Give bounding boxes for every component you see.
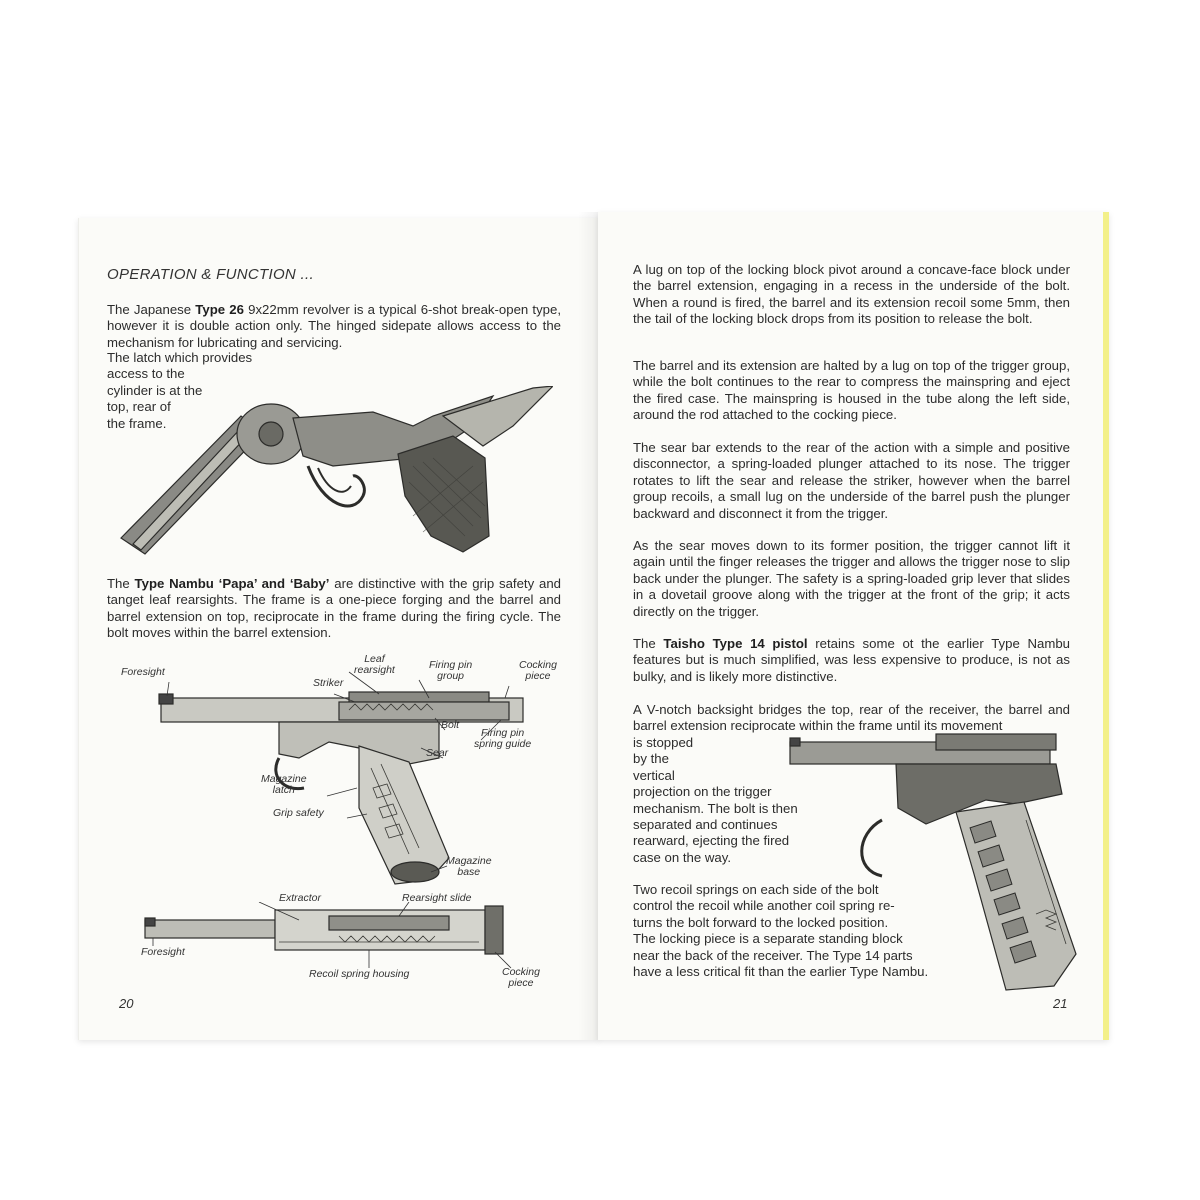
- left-page: [78, 218, 599, 1040]
- text-span: are distinctive with the grip safety and tanget leaf rearsights. The frame is a one-piece forging and the barrel and barrel extension on top, reciprocate in the frame during the firing cycle. The bolt moves within the barrel extension.: [107, 576, 562, 641]
- text-span: The: [633, 636, 664, 651]
- label-magazine-latch: Magazine latch: [261, 773, 307, 796]
- label-firing-pin-spring-guide: Firing pin spring guide: [474, 727, 532, 750]
- type-nambu-cutaway-diagram: [109, 658, 559, 888]
- label-sear: Sear: [426, 747, 449, 759]
- page-number-left: 20: [119, 996, 134, 1011]
- text-line: Two recoil springs on each side of the bolt: [633, 882, 879, 897]
- text-line: case on the way.: [633, 849, 731, 865]
- paragraph-recoil-springs: [633, 882, 963, 980]
- label-firing-pin-group: Firing pin group: [429, 659, 473, 682]
- label-cocking-piece: Cocking piece: [519, 659, 557, 682]
- label-leaf-rearsight: Leaf rearsight: [354, 653, 395, 676]
- text-line: cylinder is at the: [107, 382, 203, 398]
- paragraph-taisho-type14: [633, 636, 1070, 685]
- text-line: the frame.: [107, 415, 167, 431]
- label-foresight-2: Foresight: [141, 946, 185, 958]
- text-line: projection on the trigger: [633, 784, 772, 800]
- text-span: retains some ot the earlier Type Nambu features but is much simplified, was less expensive to produce, is not as bulky, and is likely more distinctive.: [633, 636, 1070, 684]
- label-grip-safety: Grip safety: [273, 807, 324, 819]
- label-cocking-piece-2: Cocking piece: [502, 966, 540, 989]
- paragraph-locking-block: A lug on top of the locking block pivot around a concave-face block under the barrel extension, engaging in a recess in the underside of the bolt. When a round is fired, the barrel and its extension recoil some 5mm, then the tail of the locking block drops from its position to release the bolt.: [633, 262, 1070, 327]
- text-line: The latch which provides: [107, 350, 253, 365]
- text-line: access to the: [107, 366, 185, 382]
- text-line: rearward, ejecting the fired: [633, 833, 790, 849]
- text-line: is stopped: [633, 735, 694, 750]
- label-foresight: Foresight: [121, 666, 165, 678]
- text-line: by the: [633, 751, 669, 767]
- label-rearsight-slide: Rearsight slide: [402, 892, 472, 904]
- label-recoil-spring-housing: Recoil spring housing: [309, 968, 410, 980]
- section-heading: OPERATION & FUNCTION ...: [107, 266, 314, 283]
- paragraph-v-notch: A V-notch backsight bridges the top, rear of the receiver, the barrel and barrel extension reciprocate within the frame until its movement: [633, 702, 1070, 734]
- right-page: [598, 212, 1109, 1040]
- page-number-right: 21: [1053, 996, 1068, 1011]
- bold-term-taisho-type14: Taisho Type 14 pistol: [663, 636, 808, 651]
- text-line: The locking piece is a separate standing block: [633, 931, 903, 947]
- label-bolt: Bolt: [441, 719, 460, 731]
- paragraph-sear-bar: The sear bar extends to the rear of the action with a simple and positive disconnector, a spring-loaded plunger attached to its nose. The trigger rotates to lift the sear and release the striker, however when the barrel group recoils, a small lug on the underside of the barrel push the plunger backward and disconnect it from the trigger.: [633, 440, 1070, 521]
- text-line: vertical: [633, 767, 675, 783]
- text-line: top, rear of: [107, 399, 171, 415]
- text-line: separated and continues: [633, 817, 778, 833]
- paragraph-sear-moves: As the sear moves down to its former position, the trigger cannot lift it again until the finger releases the trigger and allows the trigger nose to slip back under the plunger. The safety is a spring-loaded grip lever that slides in a dovetail groove along with the trigger at the front of the grip; it acts directly on the trigger.: [633, 538, 1070, 619]
- label-striker: Striker: [313, 677, 344, 689]
- open-booklet: [78, 212, 1110, 1040]
- text-line: mechanism. The bolt is then: [633, 800, 798, 816]
- text-span: The Japanese: [107, 302, 196, 317]
- text-line: control the recoil while another coil spring re-: [633, 898, 895, 914]
- text-line: turns the bolt forward to the locked position.: [633, 914, 889, 930]
- paragraph-type-nambu: [107, 576, 561, 642]
- text-span: 9x22mm revolver is a typical 6-shot break-open type, however it is double action only. The hinged sidepate allows access to the mechanism for lubricating and servicing.: [107, 302, 562, 350]
- label-magazine-base: Magazine base: [446, 855, 492, 878]
- text-line: near the back of the receiver. The Type 14 parts: [633, 947, 913, 963]
- label-extractor: Extractor: [279, 892, 322, 904]
- text-line: have a less critical fit than the earlier Type Nambu.: [633, 964, 929, 980]
- type26-revolver-illustration: [113, 386, 553, 566]
- text-span: The: [107, 576, 135, 591]
- bold-term-type-nambu: Type Nambu ‘Papa’ and ‘Baby’: [134, 576, 330, 591]
- bold-term-type26: Type 26: [195, 302, 244, 317]
- barrel-extension-diagram: [139, 902, 519, 972]
- paragraph-barrel-halted: The barrel and its extension are halted by a lug on top of the trigger group, while the bolt continues to the rear to compress the mainspring and eject the fired case. The mainspring is housed in the tube along the left side, around the rod attached to the cocking piece.: [633, 358, 1070, 423]
- paragraph-type26: [107, 302, 561, 351]
